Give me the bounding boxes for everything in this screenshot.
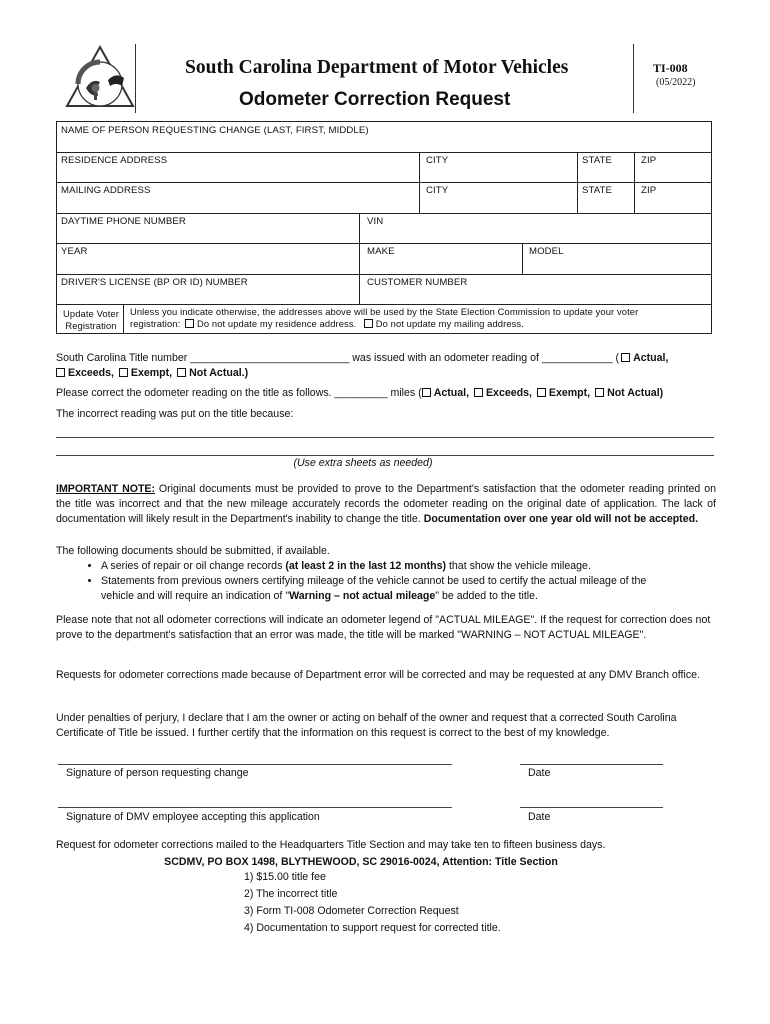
bullet1-end: that show the vehicle mileage. [446, 560, 591, 572]
employee-signature-label: Signature of DMV employee accepting this application [66, 811, 320, 823]
documents-list [56, 559, 676, 604]
year-field[interactable]: YEAR [61, 246, 88, 257]
reason-line-1[interactable] [56, 437, 714, 438]
employee-date-label: Date [528, 811, 551, 823]
actual2-label: Actual, [433, 387, 470, 399]
extra-sheets-note: (Use extra sheets as needed) [293, 457, 433, 469]
no-update-residence-checkbox[interactable] [185, 319, 194, 328]
exceeds-label: Exceeds, [68, 367, 114, 379]
drivers-license-field[interactable]: DRIVER'S LICENSE (BP OR ID) NUMBER [61, 277, 248, 288]
mailing-intro: Request for odometer corrections mailed to the Headquarters Title Section and may take ten to fifteen business days. [56, 839, 606, 851]
model-field[interactable]: MODEL [529, 246, 564, 257]
actual-label: Actual, [633, 352, 669, 364]
bullet2-end: " be added to the title. [435, 590, 538, 602]
mailing-items [244, 869, 501, 937]
bullet1-bold: (at least 2 in the last 12 months) [285, 560, 447, 572]
residence-state-field[interactable]: STATE [582, 155, 612, 166]
legend-paragraph: Please note that not all odometer corrections will indicate an odometer legend of "ACTUAL MILEAGE". If the request for correction does not prove to the department's satisfaction that an error was made, the title will be marked "WARNING – NOT ACTUAL MILEAGE". [56, 614, 711, 641]
title-number-line [56, 351, 716, 381]
important-note [56, 482, 716, 527]
bullet1-text: A series of repair or oil change records [101, 560, 286, 572]
residence-address-field[interactable]: RESIDENCE ADDRESS [61, 155, 168, 166]
agency-title: South Carolina Department of Motor Vehicles [185, 57, 569, 78]
list-item: 3) Form TI-008 Odometer Correction Request [244, 905, 459, 917]
update-voter-text: Update Voter [63, 308, 119, 319]
applicant-info-table [56, 121, 712, 334]
mailing-city-field[interactable]: CITY [426, 185, 449, 196]
correct-reading-line [56, 386, 716, 401]
mailing-address-field[interactable]: MAILING ADDRESS [61, 185, 151, 196]
voter-notice [130, 306, 638, 330]
perjury-paragraph: Under penalties of perjury, I declare that I am the owner or acting on behalf of the owner and request that a corrected South Carolina Certificate of Title be issued. I further certify that the information on this request is correct to the best of my knowledge. [56, 712, 677, 739]
exceeds-checkbox[interactable] [56, 368, 65, 377]
requester-date-label: Date [528, 767, 551, 779]
requester-date-line[interactable] [520, 764, 663, 765]
employee-date-line[interactable] [520, 807, 663, 808]
important-note-text: Original documents must be provided to prove to the Department's satisfaction that the odometer reading printed on the title was incorrect and that the new mileage accurately records the odometer reading on the original date of application. The lack of documentation will likely result in the Department's inability to change the title. [56, 483, 716, 525]
form-title: Odometer Correction Request [239, 89, 511, 110]
no-update-residence-label: Do not update my residence address. [197, 318, 357, 329]
correct-reading-text: Please correct the odometer reading on the title as follows. _________ miles ( [56, 387, 422, 399]
not-actual-checkbox[interactable] [177, 368, 186, 377]
department-error-paragraph: Requests for odometer corrections made because of Department error will be corrected and may be requested at any DMV Branch office. [56, 669, 700, 681]
requester-signature-label: Signature of person requesting change [66, 767, 249, 779]
exempt-label: Exempt, [130, 367, 173, 379]
actual-checkbox[interactable] [621, 353, 630, 362]
voter-registration-label: registration: [130, 318, 181, 329]
form-code: TI-008 [653, 61, 688, 75]
mailing-address: SCDMV, PO BOX 1498, BLYTHEWOOD, SC 29016-0024, Attention: Title Section [164, 856, 558, 868]
no-update-mailing-label: Do not update my mailing address. [375, 318, 524, 329]
exempt2-checkbox[interactable] [537, 388, 546, 397]
residence-zip-field[interactable]: ZIP [641, 155, 657, 166]
form-revision: (05/2022) [656, 77, 696, 88]
vin-field[interactable]: VIN [367, 216, 384, 227]
exceeds2-label: Exceeds, [485, 387, 532, 399]
not-actual-label: Not Actual.) [189, 367, 249, 379]
voter-notice-text: Unless you indicate otherwise, the addresses above will be used by the State Election Commission to update your voter [130, 306, 639, 317]
list-item [101, 559, 676, 574]
scdmv-seal-logo [64, 44, 136, 112]
exempt2-label: Exempt, [548, 387, 591, 399]
residence-city-field[interactable]: CITY [426, 155, 449, 166]
documentation-age-warning: Documentation over one year old will not be accepted. [423, 513, 699, 525]
requester-signature-line[interactable] [58, 764, 452, 765]
important-note-label: IMPORTANT NOTE: [56, 483, 156, 495]
not-actual2-label: Not Actual) [607, 387, 664, 399]
make-field[interactable]: MAKE [367, 246, 395, 257]
exempt-checkbox[interactable] [119, 368, 128, 377]
update-voter-label [60, 308, 122, 332]
title-number-text: South Carolina Title number ___________________________ was issued with an odometer reading of ____________ ( [56, 352, 620, 364]
not-actual2-checkbox[interactable] [595, 388, 604, 397]
bullet2-bold: Warning – not actual mileage [289, 590, 436, 602]
no-update-mailing-checkbox[interactable] [364, 319, 373, 328]
customer-number-field[interactable]: CUSTOMER NUMBER [367, 277, 468, 288]
mailing-zip-field[interactable]: ZIP [641, 185, 657, 196]
registration-text: Registration [65, 320, 117, 331]
phone-field[interactable]: DAYTIME PHONE NUMBER [61, 216, 186, 227]
list-item [101, 574, 676, 604]
list-item: 2) The incorrect title [244, 888, 338, 900]
list-item: 1) $15.00 title fee [244, 871, 326, 883]
reason-label: The incorrect reading was put on the title because: [56, 408, 294, 420]
employee-signature-line[interactable] [58, 807, 452, 808]
mailing-state-field[interactable]: STATE [582, 185, 612, 196]
exceeds2-checkbox[interactable] [474, 388, 483, 397]
documents-intro: The following documents should be submitted, if available. [56, 545, 330, 557]
name-field[interactable]: NAME OF PERSON REQUESTING CHANGE (LAST, FIRST, MIDDLE) [61, 125, 369, 136]
actual2-checkbox[interactable] [422, 388, 431, 397]
list-item: 4) Documentation to support request for corrected title. [244, 922, 501, 934]
bullet2-text: Statements from previous owners certifying mileage of the vehicle cannot be used to certify the actual mileage of the vehicle and will require an indication of " [101, 575, 647, 602]
